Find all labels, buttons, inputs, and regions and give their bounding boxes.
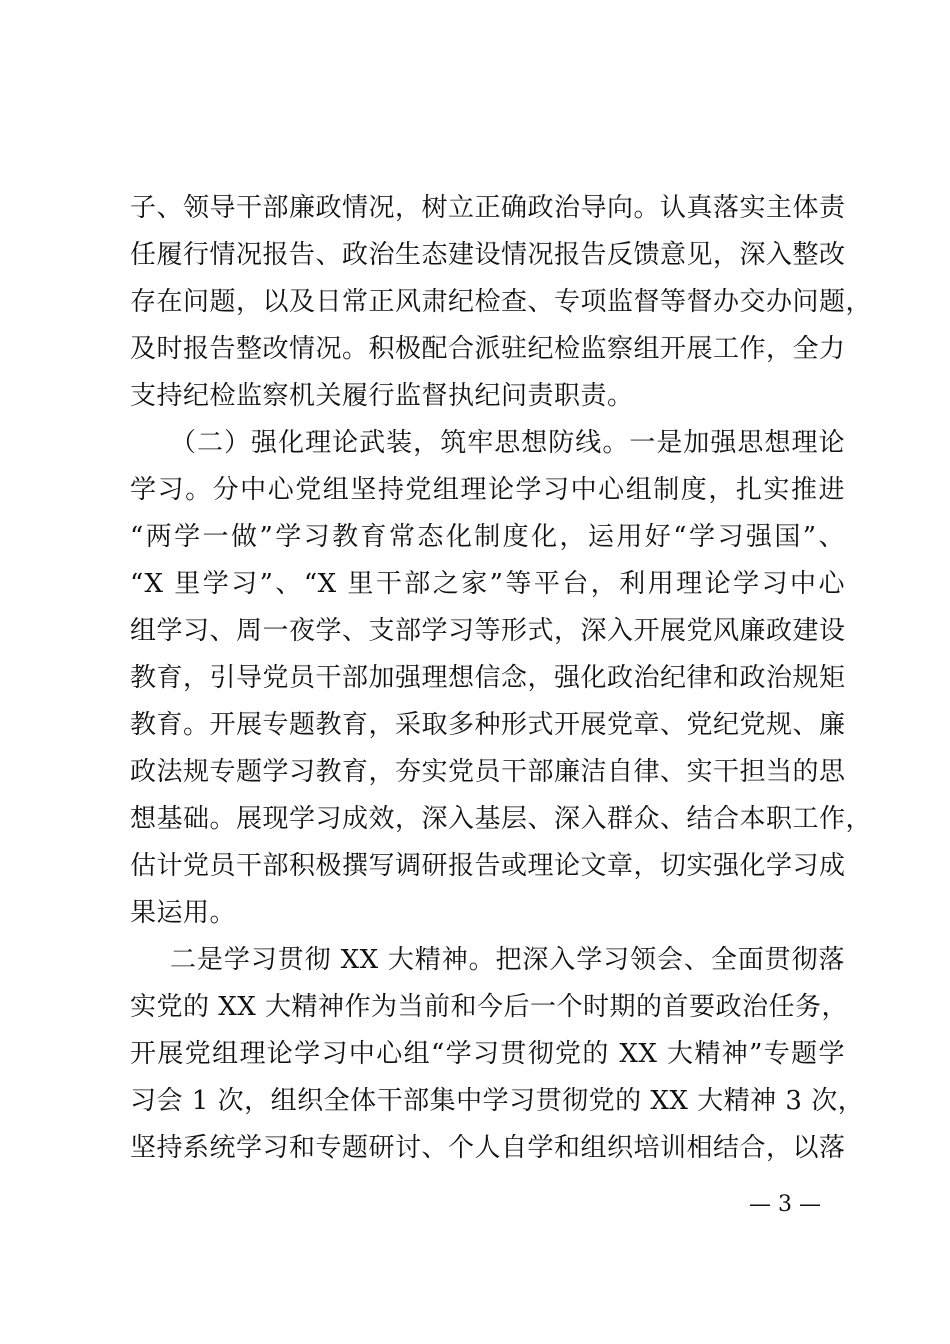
- body-text: [130, 185, 873, 1172]
- text-line-16: 果运用。: [130, 898, 237, 928]
- text-line-6: （二）强化理论武装，筑牢思想防线。一是加强思想理论: [170, 428, 845, 458]
- text-line-15: 估计党员干部积极撰写调研报告或理论文章，切实强化学习成: [130, 851, 846, 881]
- text-line-11: 教育，引导党员干部加强理想信念，强化政治纪律和政治规矩: [130, 663, 846, 693]
- text-line-19: 开展党组理论学习中心组“学习贯彻党的 XX 大精神”专题学: [130, 1039, 845, 1069]
- page-number: — 3 —: [749, 1192, 821, 1217]
- text-line-13: 政法规专题学习教育，夯实党员干部廉洁自律、实干担当的思: [130, 757, 846, 787]
- text-line-5: 支持纪检监察机关履行监督执纪问责职责。: [130, 381, 634, 411]
- text-line-8: “两学一做”学习教育常态化制度化，运用好“学习强国”、: [130, 522, 845, 552]
- text-line-9: “X 里学习”、“X 里干部之家”等平台，利用理论学习中心: [130, 569, 845, 599]
- text-line-2: 任履行情况报告、政治生态建设情况报告反馈意见，深入整改: [130, 240, 846, 270]
- text-line-4: 及时报告整改情况。积极配合派驻纪检监察组开展工作，全力: [130, 334, 846, 364]
- text-line-17: 二是学习贯彻 XX 大精神。把深入学习领会、全面贯彻落: [170, 945, 845, 975]
- text-line-20: 习会 1 次，组织全体干部集中学习贯彻党的 XX 大精神 3 次，: [130, 1086, 865, 1116]
- text-line-7: 学习。分中心党组坚持党组理论学习中心组制度，扎实推进: [130, 475, 845, 505]
- text-line-12: 教育。开展专题教育，采取多种形式开展党章、党纪党规、廉: [130, 710, 846, 740]
- text-line-1: 子、领导干部廉政情况，树立正确政治导向。认真落实主体责: [130, 193, 846, 223]
- text-line-14: 想基础。展现学习成效，深入基层、深入群众、结合本职工作，: [130, 804, 873, 834]
- text-line-21: 坚持系统学习和专题研讨、个人自学和组织培训相结合，以落: [130, 1133, 846, 1163]
- text-line-18: 实党的 XX 大精神作为当前和今后一个时期的首要政治任务，: [130, 992, 849, 1022]
- text-line-3: 存在问题，以及日常正风肃纪检查、专项监督等督办交办问题，: [130, 287, 873, 317]
- text-line-10: 组学习、周一夜学、支部学习等形式，深入开展党风廉政建设: [130, 616, 846, 646]
